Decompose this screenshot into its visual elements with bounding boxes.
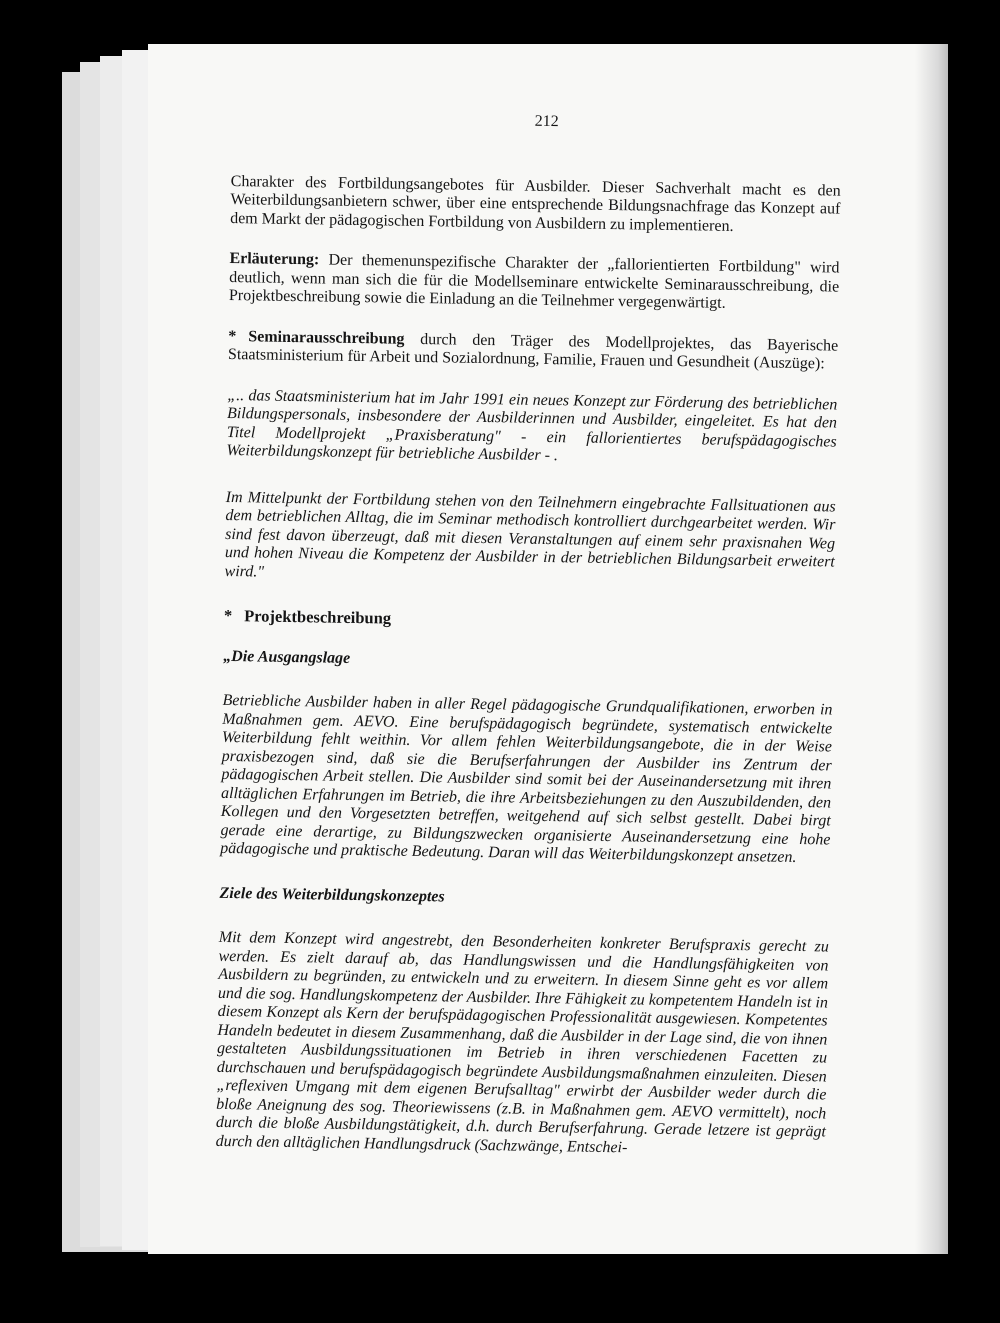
subheading-ausgangslage: „Die Ausgangslage xyxy=(223,647,351,667)
erlaeuterung-text: Der themenunspezifische Charakter der „fallorientierten Fortbildung" wird deutlich, wenn man sich die für die Modellseminare entwickelte Seminarausschreibung, die Projektbeschreibung sowie die Einladung an die Teilnehmer vergegenwärtigt. xyxy=(228,251,840,312)
seminarausschreibung-text: durch den Träger des Modellprojektes, das Bayerische Staatsministerium für Arbeit und Sozialordnung, Familie, Frauen und Gesundheit (Auszüge): xyxy=(227,330,839,373)
paragraph-erlaeuterung xyxy=(229,250,840,315)
paragraph-ausgangslage: Betriebliche Ausbilder haben in aller Regel pädagogische Grundqualifikationen, erworben in Maßnahmen gem. AEVO. Eine berufspädagogisch begründete, systematisch entwickelte Weiterbildung fehlt weithin. Vor allem fehlen Weiterbildungsangebote, die in der Weise praxisbezogen sind, daß sie die Berufserfahrungen der Ausbilder ins Zentrum der pädagogischen Arbeit stellen. Die Ausbilder sind somit bei der Auseinandersetzung mit ihren alltäglichen Erfahrungen im Betrieb, die ihre Arbeitsbeziehungen zu den Auszubildenden, den Kollegen und den Vorgesetzten betreffen, weitgehend auf sich selbst gestellt. Dabei birgt gerade eine derartige, zu Bildungszwecken organisierte Auseinandersetzung eine hohe pädagogische und praktische Bedeutung. Daran will das Weiterbildungskonzept ansetzen. xyxy=(220,691,833,866)
paragraph-continuation: Charakter des Fortbildungsangebotes für Ausbilder. Dieser Sachverhalt macht es den Weiterbildungsanbietern schwer, über eine entsprechende Bildungsnachfrage das Konzept auf dem Markt der pädagogischen Fortbildung von Ausbildern zu implementieren. xyxy=(230,172,841,235)
section-heading-projektbeschreibung xyxy=(224,607,834,635)
seminarausschreibung-label: Seminarausschreibung xyxy=(248,327,405,348)
bullet-star: * xyxy=(228,327,237,345)
paragraph-seminarausschreibung xyxy=(228,327,839,374)
book-gutter xyxy=(915,44,948,1254)
bullet-star: * xyxy=(223,605,233,626)
quote-staatsministerium: „.. das Staatsministerium hat im Jahr 1991 ein neues Konzept zur Förderung des betrieblichen Bildungspersonals, insbesondere der Ausbilderinnen und Ausbilder, eingeleitet. Es hat den Titel Modellprojekt „Praxisberatung" - ein fallorientiertes berufspädagogisches Weiterbildungskonzept für betriebliche Ausbilder - . xyxy=(226,386,838,465)
quote-mittelpunkt: Im Mittelpunkt der Fortbildung stehen von den Teilnehmern eingebrachte Fallsituationen aus dem betrieblichen Alltag, die im Seminar methodisch kontrolliert durchgearbeitet werden. Wir sind fest davon überzeugt, daß mit diesen Veranstaltungen auf einem sehr praxisnahen Weg und hohen Niveau die Kompetenz der Ausbilder in der betrieblichen Bildungsarbeit erweitert wird." xyxy=(224,488,836,581)
paragraph-ziele: Mit dem Konzept wird angestrebt, den Besonderheiten konkreter Berufspraxis gerecht zu werden. Es zielt darauf ab, das Handlungswissen und die Handlungsfähigkeiten von Ausbildern zu begründen, zu entwickeln und zu erweitern. In diesem Sinne geht es vor allem und die sog. Handlungskompetenz der Ausbilder. Ihre Fähigkeit zu kompetentem Handeln ist in diesem Konzept als Kern der berufspädagogischen Professionalität ausgewiesen. Kompetentes Handeln bedeutet in diesem Zusammenhang, daß die Ausbilder in der Lage sind, die von ihnen gestalteten Ausbildungssituationen im Betrieb in ihren verschiedenen Facetten zu durchschauen und berufspädagogisch begründete Ausbildungsmaßnahmen einzuleiten. Diesen „reflexiven Umgang mit dem eigenen Berufsalltag" erwirbt der Ausbilder weder durch die bloße Aneignung des sog. Theoriewissens (z.B. in Maßnahmen gem. AEVO vermittelt), noch durch die bloße Ausbildungstätigkeit, d.h. durch Berufserfahrung. Gerade letzere ist geprägt durch den alltäglichen Handlungsdruck (Sachzwänge, Entschei- xyxy=(215,928,829,1156)
page-content xyxy=(215,100,841,1160)
page-number: 212 xyxy=(534,112,559,131)
subheading-ziele: Ziele des Weiterbildungskonzeptes xyxy=(219,884,445,905)
projektbeschreibung-label: Projektbeschreibung xyxy=(244,606,392,628)
erlaeuterung-label: Erläuterung: xyxy=(229,249,320,269)
